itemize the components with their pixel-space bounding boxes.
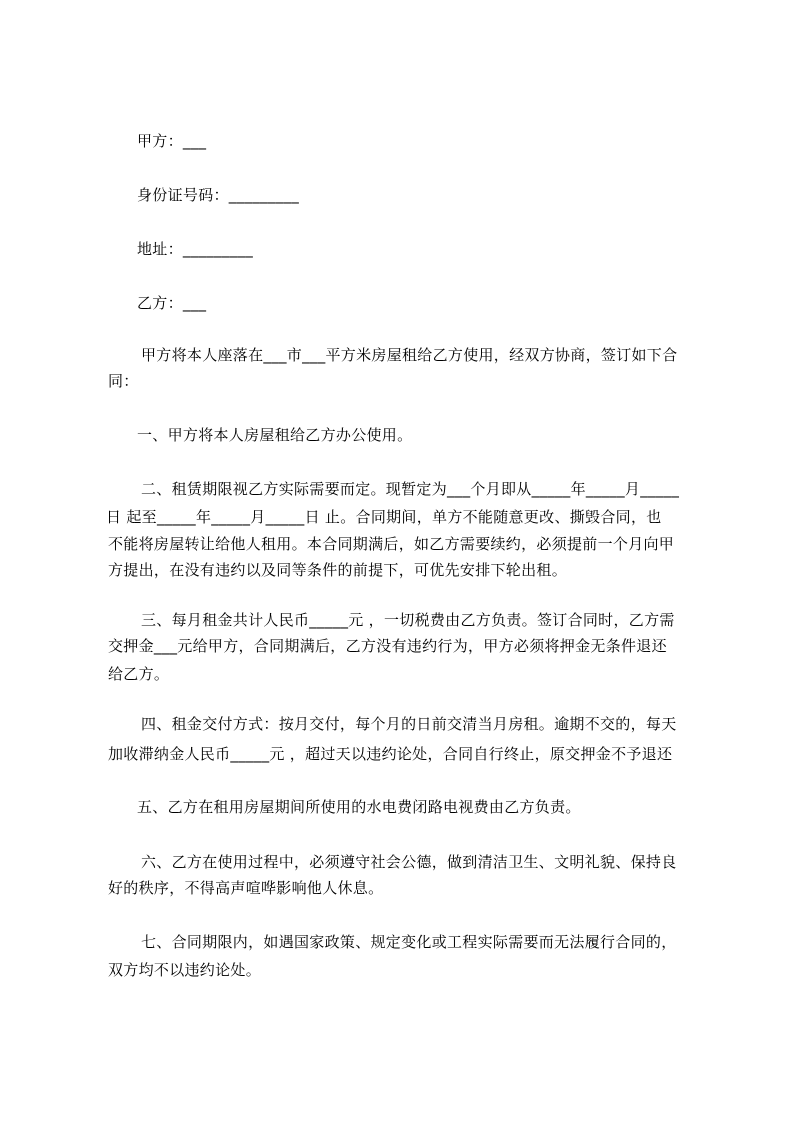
clause-line: 不能将房屋转让给他人租用。本合同期满后，如乙方需要续约，必须提前一个月向甲 — [108, 535, 675, 553]
clause-line: 好的秩序，不得高声喧哗影响他人休息。 — [108, 879, 384, 897]
clause-line: 双方均不以违约论处。 — [108, 961, 262, 979]
clause-line: 一、甲方将本人房屋租给乙方办公使用。 — [137, 426, 413, 444]
clause-line: 给乙方。 — [108, 665, 170, 683]
clause-line: 四、租金交付方式：按月交付，每个月的日前交清当月房租。逾期不交的，每天 — [141, 715, 677, 733]
clause-line: 日 起至_____年_____月_____日 止。合同期间，单方不能随意更改、撕毁合同，也 — [106, 508, 662, 526]
clause-line: 方提出，在没有违约以及同等条件的前提下，可优先安排下轮出租。 — [108, 561, 568, 579]
intro-line: 甲方将本人座落在___市___平方米房屋租给乙方使用，经双方协商，签订如下合 — [141, 346, 678, 364]
clause-line: 加收滞纳金人民币_____元 ，超过天以违约论处，合同自行终止，原交押金不予退还 — [108, 745, 673, 763]
clause-line: 交押金___元给甲方，合同期满后，乙方没有违约行为，甲方必须将押金无条件退还 — [108, 637, 667, 655]
address-field: 地址：_________ — [137, 240, 254, 258]
clause-line: 二、租赁期限视乙方实际需要而定。现暂定为___个月即从_____年_____月_____ — [141, 480, 680, 498]
clause-line: 五、乙方在租用房屋期间所使用的水电费闭路电视费由乙方负责。 — [137, 798, 581, 816]
intro-line: 同： — [108, 372, 139, 390]
clause-line: 七、合同期限内，如遇国家政策、规定变化或工程实际需要而无法履行合同的， — [141, 933, 677, 951]
party-b-field: 乙方：___ — [137, 294, 207, 312]
clause-line: 六、乙方在使用过程中，必须遵守社会公德，做到清洁卫生、文明礼貌、保持良 — [141, 853, 677, 871]
id-number-field: 身份证号码：_________ — [137, 186, 300, 204]
party-a-field: 甲方：___ — [137, 132, 207, 150]
clause-line: 三、每月租金共计人民币_____元 ，一切税费由乙方负责。签订合同时，乙方需 — [141, 611, 675, 629]
